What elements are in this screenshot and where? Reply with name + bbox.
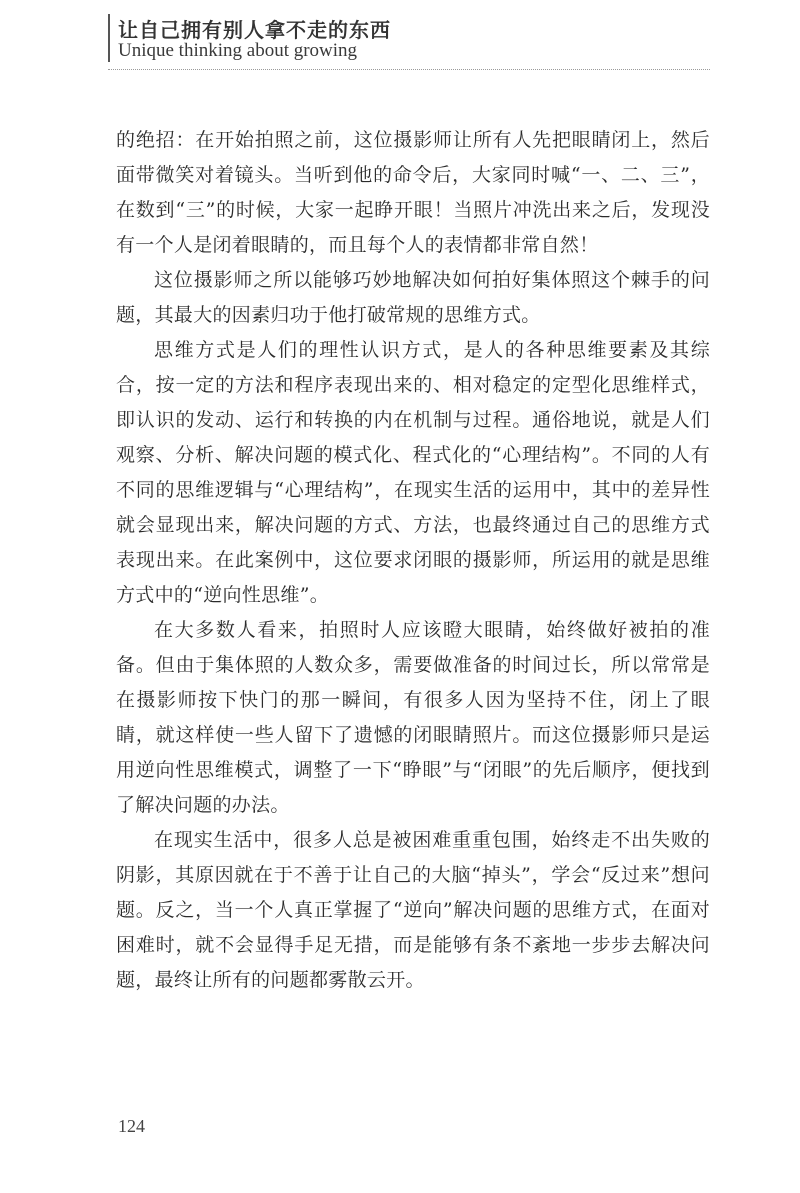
running-head-subtitle: Unique thinking about growing <box>118 40 358 61</box>
page-number: 124 <box>118 1116 145 1136</box>
paragraph: 在大多数人看来，拍照时人应该瞪大眼睛，始终做好被拍的准备。但由于集体照的人数众多，需要做准备的时间过长，所以常常是在摄影师按下快门的那一瞬间，有很多人因为坚持不住，闭上了眼睛，就这样使一些人留下了遗憾的闭眼睛照片。而这位摄影师只是运用逆向性思维模式，调整了一下“睁眼”与“闭眼”的先后顺序，便找到了解决问题的办法。 <box>116 619 710 816</box>
running-head-vertical-rule <box>108 14 110 62</box>
running-head-dotted-rule <box>108 69 710 70</box>
body-text <box>116 123 710 998</box>
paragraph: 这位摄影师之所以能够巧妙地解决如何拍好集体照这个棘手的问题，其最大的因素归功于他打破常规的思维方式。 <box>116 269 710 326</box>
paragraph: 思维方式是人们的理性认识方式，是人的各种思维要素及其综合，按一定的方法和程序表现出来的、相对稳定的定型化思维样式，即认识的发动、运行和转换的内在机制与过程。通俗地说，就是人们观察、分析、解决问题的模式化、程式化的“心理结构”。不同的人有不同的思维逻辑与“心理结构”，在现实生活的运用中，其中的差异性就会显现出来，解决问题的方式、方法，也最终通过自己的思维方式表现出来。在此案例中，这位要求闭眼的摄影师，所运用的就是思维方式中的“逆向性思维”。 <box>116 339 710 606</box>
paragraph-continued: 的绝招：在开始拍照之前，这位摄影师让所有人先把眼睛闭上，然后面带微笑对着镜头。当听到他的命令后，大家同时喊“一、二、三”，在数到“三”的时候，大家一起睁开眼！当照片冲洗出来之后，发现没有一个人是闭着眼睛的，而且每个人的表情都非常自然！ <box>116 129 710 256</box>
paragraph: 在现实生活中，很多人总是被困难重重包围，始终走不出失败的阴影，其原因就在于不善于让自己的大脑“掉头”，学会“反过来”想问题。反之，当一个人真正掌握了“逆向”解决问题的思维方式，在面对困难时，就不会显得手足无措，而是能够有条不紊地一步步去解决问题，最终让所有的问题都雾散云开。 <box>116 829 710 991</box>
running-head-title: 让自己拥有别人拿不走的东西 <box>118 18 391 42</box>
running-head <box>108 12 710 64</box>
